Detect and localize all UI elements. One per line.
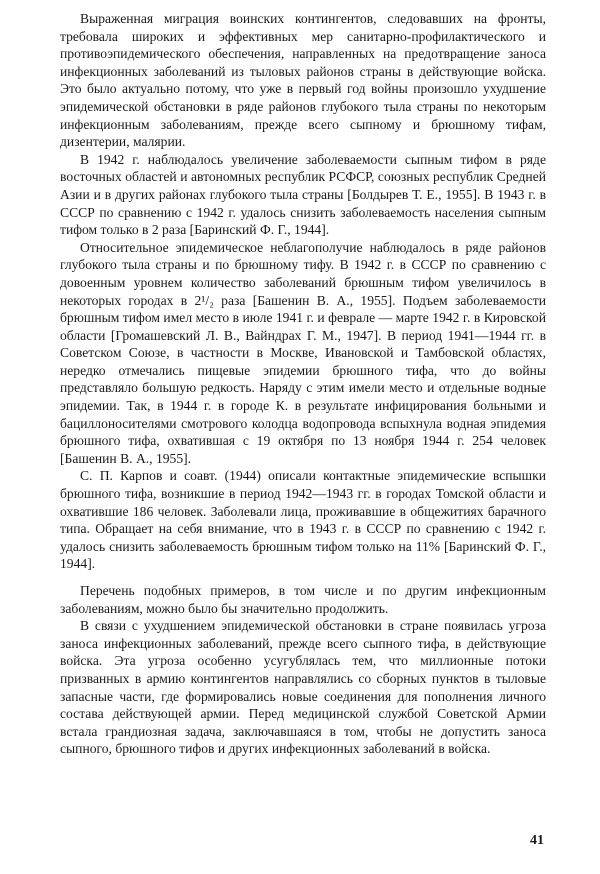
paragraph-3: Относительное эпидемическое неблагополучие наблюдалось в ряде районов глубокого тыла страны и по брюшному тифу. В 1942 г. в СССР по сравнению с довоенным уровнем количество заболеваний брюшным тифом увеличилось в некоторых городах в 2¹/₂ раза [Башенин В. А., 1955]. Подъем заболеваемости брюшным тифом имел место в июле 1941 г. и феврале — марте 1942 г. в Кировской области [Громашевский Л. В., Вайндрах Г. М., 1947]. В период 1941—1944 гг. в Советском Союзе, в частности в Москве, Ивановской и Тамбовской областях, нередко отмечались пищевые эпидемии брюшного тифа, что до войны представляло большую редкость. Наряду с этим имели место и отдельные водные эпидемии. Так, в 1944 г. в городе К. в результате инфицирования больными и бациллоносителями смотрового колодца водопровода вспыхнула водная эпидемия брюшного тифа, охватившая с 19 октября по 13 ноября 1944 г. 254 человек [Башенин В. А., 1955]. xyxy=(60,239,546,466)
page-number: 41 xyxy=(530,833,544,848)
paragraph-5: Перечень подобных примеров, в том числе и по другим инфекционным заболеваниям, можно было бы значительно продолжить. xyxy=(60,583,546,616)
paragraph-4: С. П. Карпов и соавт. (1944) описали контактные эпидемические вспышки брюшного тифа, возникшие в период 1942—1943 гг. в городах Томской области и охватившие 186 человек. Заболевали лица, проживавшие в общежитиях барачного типа. Обращает на себя внимание, что в 1943 г. в СССР по сравнению с 1942 г. удалось снизить заболеваемость брюшным тифом только на 11% [Баринский Ф. Г., 1944]. xyxy=(60,468,546,572)
paragraph-2: В 1942 г. наблюдалось увеличение заболеваемости сыпным тифом в ряде восточных областей и автономных республик РСФСР, союзных республик Средней Азии и в других районах глубокого тыла страны [Болдырев Т. Е., 1955]. В 1943 г. в СССР по сравнению с 1942 г. удалось снизить заболеваемость населения сыпным тифом только в 2 раза [Баринский Ф. Г., 1944]. xyxy=(60,151,546,238)
page-body xyxy=(60,10,546,758)
paragraph-6: В связи с ухудшением эпидемической обстановки в стране появилась угроза заноса инфекционных заболеваний, прежде всего сыпного тифа, в действующие войска. Эта угроза особенно усугублялась тем, что миллионные потоки призванных в армию контингентов направлялись со сборных пунктов в тыловые запасные части, где формировались новые соединения для пополнения личного состава действующей армии. Перед медицинской службой Советской Армии встала грандиозная задача, заключавшаяся в том, чтобы не допустить заноса сыпного, брюшного тифов и других инфекционных заболеваний в войска. xyxy=(60,618,546,757)
paragraph-1: Выраженная миграция воинских контингентов, следовавших на фронты, требовала широких и эффективных мер санитарно-профилактического и противоэпидемического обеспечения, направленных на предотвращение заноса инфекционных заболеваний из тыловых районов страны в действующие войска. Это было актуально потому, что уже в первый год войны произошло ухудшение эпидемической обстановки в ряде районов глубокого тыла страны по некоторым инфекционным заболеваниям, прежде всего сыпному и брюшному тифам, дизентерии, малярии. xyxy=(60,11,546,150)
